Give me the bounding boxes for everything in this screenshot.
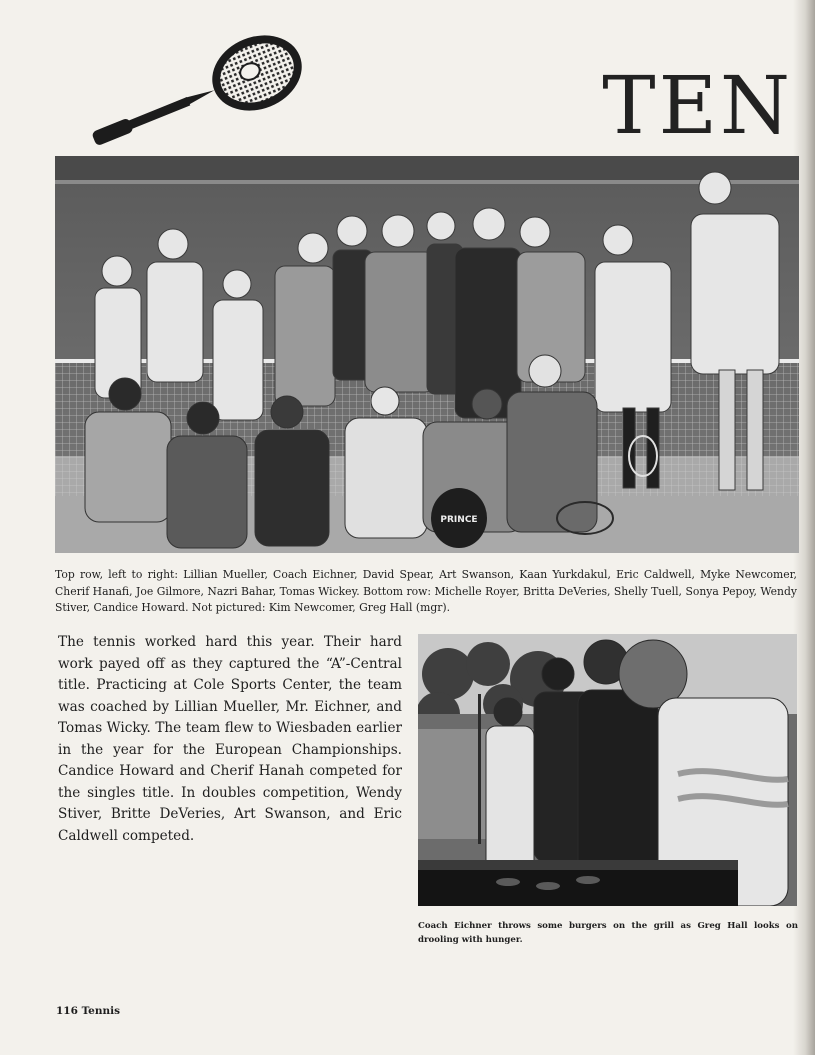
page-title: TEN [602, 59, 793, 152]
tennis-racket-icon [85, 25, 317, 150]
team-photo [55, 156, 799, 553]
grill-photo-caption: Coach Eichner throws some burgers on the grill as Greg Hall looks on drooling with hunger. [418, 921, 798, 945]
page-folio: 116 Tennis [56, 1005, 121, 1017]
team-photo-caption: Top row, left to right: Lillian Mueller, Coach Eichner, David Spear, Art Swanson, Kaan Yurkdakul, Eric Caldwell, Myke Newcomer, Cherif Hanafi, Joe Gilmore, Nazri Bahar, Tomas Wickey. Bottom row: Michelle Royer, Britta DeVeries, Shelly Tuell, Sonya Pepoy, Wendy Stiver, Candice Howard. Not pictured: Kim Newcomer, Greg Hall (mgr). [55, 568, 797, 614]
racket-bag-label: PRINCE [440, 515, 478, 525]
grill-photo [418, 634, 797, 906]
article-body: The tennis worked hard this year. Their hard work payed off as they captured the “A”-Central title. Practicing at Cole Sports Center, the team was coached by Lillian Mueller, Mr. Eichner, and Tomas Wicky. The team flew to Wiesbaden earlier in the year for the European Championships. Candice Howard and Cherif Hanah competed for the singles title. In doubles competition, Wendy Stiver, Britte DeVeries, Art Swanson, and Eric Caldwell competed. [58, 634, 402, 844]
